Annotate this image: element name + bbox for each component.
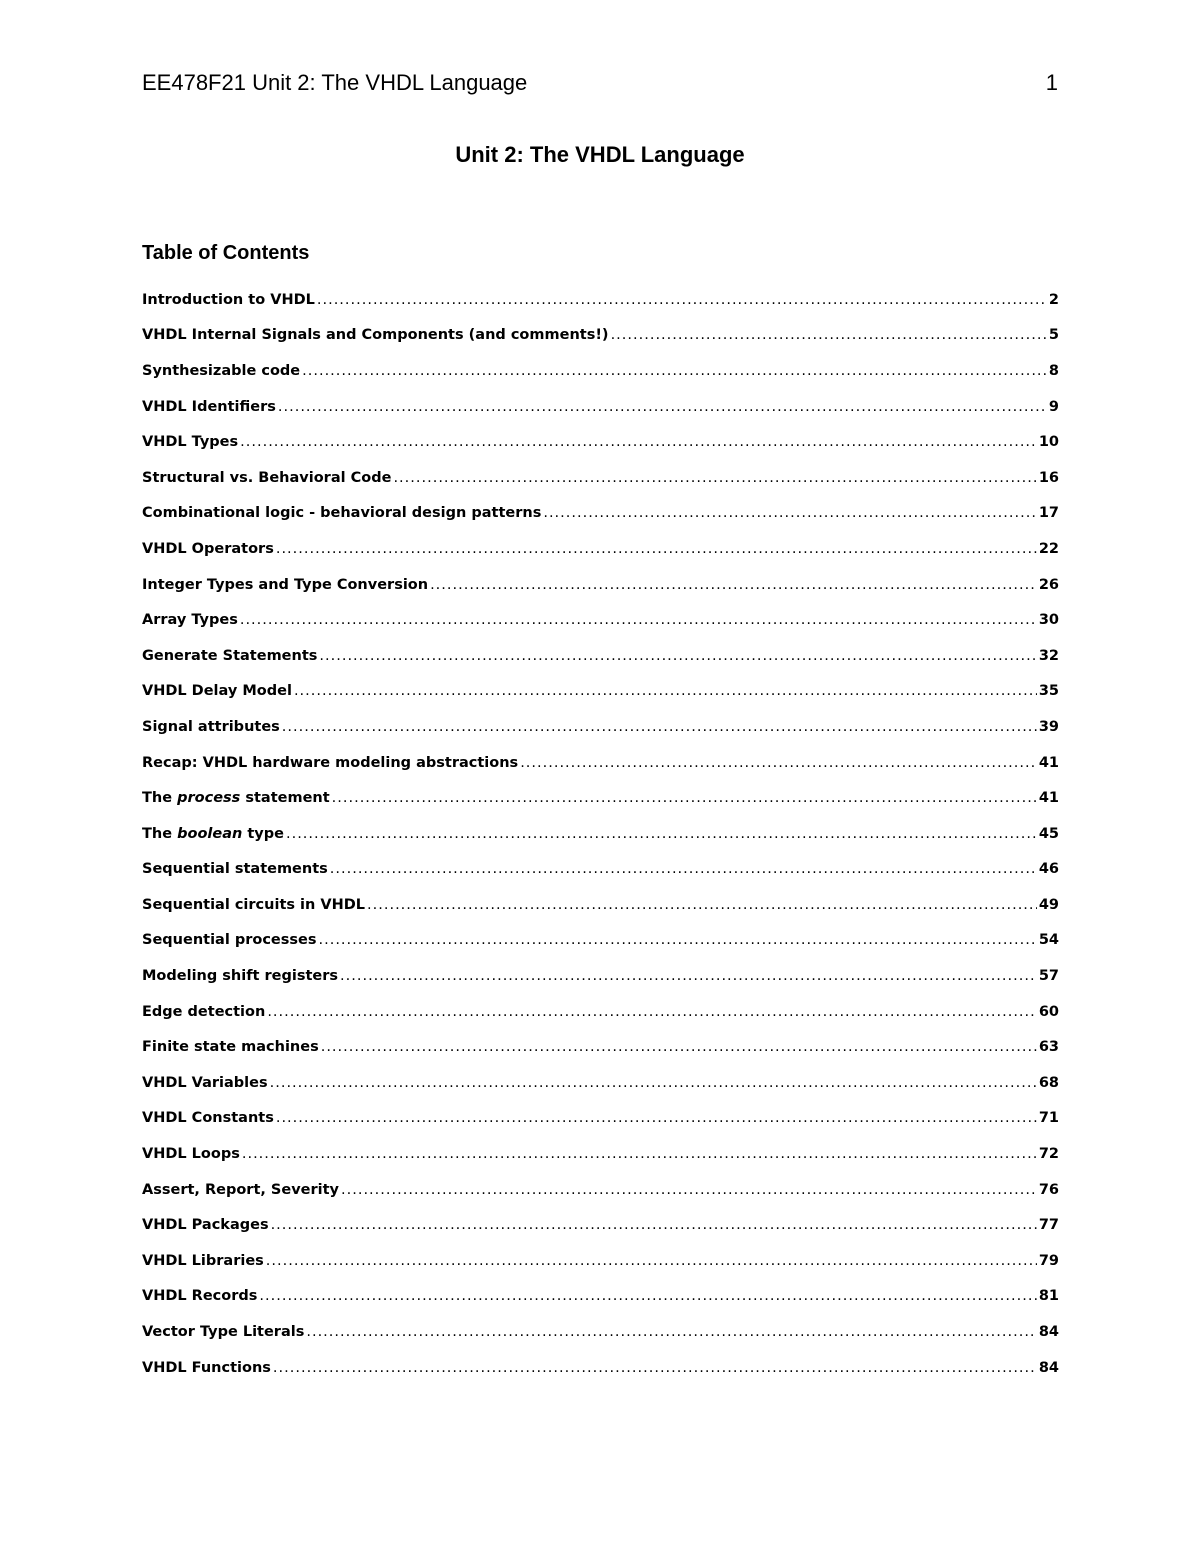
toc-entry-title: Sequential statements	[142, 861, 328, 878]
table-of-contents	[142, 282, 1059, 1385]
toc-leader-dots	[341, 1182, 1037, 1198]
toc-entry-page: 63	[1038, 1039, 1059, 1056]
toc-leader-dots	[306, 1324, 1036, 1340]
toc-entry-title: Vector Type Literals	[142, 1324, 305, 1341]
toc-entry-title: VHDL Variables	[142, 1074, 268, 1091]
toc-entry-title: VHDL Internal Signals and Components (and comments!)	[142, 327, 609, 344]
toc-entry-page: 26	[1038, 576, 1059, 593]
toc-entry-italic: boolean	[177, 825, 243, 842]
toc-entry-title: Combinational logic - behavioral design patterns	[142, 505, 542, 522]
toc-entry-title: VHDL Types	[142, 434, 239, 451]
toc-entry[interactable]	[142, 531, 1059, 567]
toc-entry-title: Recap: VHDL hardware modeling abstractions	[142, 754, 519, 771]
toc-leader-dots	[259, 1288, 1036, 1304]
toc-entry-title: Finite state machines	[142, 1039, 319, 1056]
toc-entry[interactable]	[142, 1279, 1059, 1315]
toc-leader-dots	[520, 755, 1037, 771]
toc-entry[interactable]	[142, 1136, 1059, 1172]
toc-entry-page: 77	[1038, 1217, 1059, 1234]
toc-leader-dots	[294, 683, 1037, 699]
toc-entry[interactable]	[142, 567, 1059, 603]
toc-leader-dots	[240, 434, 1037, 450]
toc-leader-dots	[332, 790, 1037, 806]
toc-entry-page: 9	[1048, 398, 1059, 415]
toc-leader-dots	[267, 1004, 1037, 1020]
toc-entry-page: 41	[1038, 754, 1059, 771]
toc-entry-page: 79	[1038, 1252, 1059, 1269]
toc-leader-dots	[319, 932, 1037, 948]
toc-entry-page: 16	[1038, 469, 1059, 486]
toc-entry-page: 2	[1048, 291, 1059, 308]
toc-entry[interactable]	[142, 923, 1059, 959]
toc-entry[interactable]	[142, 389, 1059, 425]
toc-entry-title: VHDL Loops	[142, 1146, 240, 1163]
toc-leader-dots	[270, 1075, 1037, 1091]
toc-entry[interactable]	[142, 674, 1059, 710]
toc-leader-dots	[276, 541, 1037, 557]
toc-entry[interactable]	[142, 1207, 1059, 1243]
toc-entry-title: Sequential processes	[142, 932, 317, 949]
toc-leader-dots	[321, 1039, 1037, 1055]
toc-entry[interactable]	[142, 1029, 1059, 1065]
toc-leader-dots	[302, 363, 1047, 379]
toc-entry[interactable]	[142, 460, 1059, 496]
toc-entry-title: Generate Statements	[142, 647, 318, 664]
toc-entry-title: Structural vs. Behavioral Code	[142, 469, 392, 486]
toc-entry-title: The process statement	[142, 790, 330, 807]
toc-entry[interactable]	[142, 994, 1059, 1030]
toc-leader-dots	[393, 470, 1036, 486]
toc-entry-page: 72	[1038, 1146, 1059, 1163]
toc-entry-page: 35	[1038, 683, 1059, 700]
toc-leader-dots	[242, 1146, 1037, 1162]
toc-leader-dots	[266, 1253, 1037, 1269]
toc-entry[interactable]	[142, 1065, 1059, 1101]
toc-entry-page: 46	[1038, 861, 1059, 878]
toc-leader-dots	[271, 1217, 1037, 1233]
toc-entry-page: 45	[1038, 825, 1059, 842]
toc-heading: Table of Contents	[142, 242, 310, 264]
toc-entry-title: Array Types	[142, 612, 238, 629]
toc-leader-dots	[340, 968, 1037, 984]
toc-leader-dots	[282, 719, 1037, 735]
toc-entry-title: Introduction to VHDL	[142, 291, 315, 308]
toc-entry[interactable]	[142, 1350, 1059, 1386]
toc-entry[interactable]	[142, 852, 1059, 888]
toc-leader-dots	[278, 399, 1047, 415]
toc-entry-page: 5	[1048, 327, 1059, 344]
toc-entry[interactable]	[142, 602, 1059, 638]
toc-entry[interactable]	[142, 282, 1059, 318]
toc-entry-page: 10	[1038, 434, 1059, 451]
toc-entry-page: 60	[1038, 1003, 1059, 1020]
toc-entry-title: VHDL Identifiers	[142, 398, 276, 415]
toc-entry-title: The boolean type	[142, 825, 284, 842]
toc-entry-title: Signal attributes	[142, 718, 280, 735]
toc-entry-title: VHDL Functions	[142, 1359, 271, 1376]
toc-entry-page: 68	[1038, 1074, 1059, 1091]
toc-entry-page: 71	[1038, 1110, 1059, 1127]
page-header	[142, 70, 1058, 96]
toc-entry[interactable]	[142, 1314, 1059, 1350]
toc-entry[interactable]	[142, 1172, 1059, 1208]
toc-entry[interactable]	[142, 816, 1059, 852]
toc-entry-page: 54	[1038, 932, 1059, 949]
toc-entry-title: VHDL Libraries	[142, 1252, 264, 1269]
toc-entry-page: 32	[1038, 647, 1059, 664]
toc-leader-dots	[367, 897, 1037, 913]
toc-entry[interactable]	[142, 780, 1059, 816]
toc-entry[interactable]	[142, 1243, 1059, 1279]
toc-entry-title: Edge detection	[142, 1003, 266, 1020]
toc-leader-dots	[273, 1360, 1037, 1376]
toc-entry-title: Integer Types and Type Conversion	[142, 576, 429, 593]
toc-leader-dots	[611, 327, 1047, 343]
toc-entry[interactable]	[142, 745, 1059, 781]
toc-entry-title: Modeling shift registers	[142, 968, 339, 985]
toc-leader-dots	[319, 648, 1036, 664]
toc-entry-page: 84	[1038, 1324, 1059, 1341]
toc-entry[interactable]	[142, 958, 1059, 994]
toc-entry[interactable]	[142, 496, 1059, 532]
toc-entry[interactable]	[142, 709, 1059, 745]
toc-entry-title: VHDL Operators	[142, 540, 274, 557]
toc-entry-page: 30	[1038, 612, 1059, 629]
toc-entry[interactable]	[142, 1101, 1059, 1137]
toc-entry-title: VHDL Packages	[142, 1217, 269, 1234]
toc-entry-page: 8	[1048, 362, 1059, 379]
toc-entry-page: 81	[1038, 1288, 1059, 1305]
header-page-number: 1	[1045, 70, 1058, 95]
toc-entry-page: 57	[1038, 968, 1059, 985]
toc-leader-dots	[286, 826, 1037, 842]
toc-leader-dots	[317, 292, 1047, 308]
toc-entry-title: VHDL Delay Model	[142, 683, 292, 700]
toc-entry-italic: process	[177, 790, 241, 807]
document-title: Unit 2: The VHDL Language	[455, 142, 745, 167]
toc-leader-dots	[240, 612, 1037, 628]
toc-entry-page: 84	[1038, 1359, 1059, 1376]
toc-entry-title: Sequential circuits in VHDL	[142, 896, 366, 913]
toc-entry-page: 17	[1038, 505, 1059, 522]
toc-entry-title: VHDL Records	[142, 1288, 258, 1305]
toc-entry[interactable]	[142, 424, 1059, 460]
toc-entry-title: VHDL Constants	[142, 1110, 274, 1127]
toc-entry-page: 22	[1038, 540, 1059, 557]
header-title: EE478F21 Unit 2: The VHDL Language	[142, 70, 528, 95]
toc-entry[interactable]	[142, 353, 1059, 389]
toc-entry[interactable]	[142, 887, 1059, 923]
toc-entry-page: 76	[1038, 1181, 1059, 1198]
toc-entry[interactable]	[142, 318, 1059, 354]
toc-entry-title: Assert, Report, Severity	[142, 1181, 340, 1198]
toc-entry-page: 49	[1038, 896, 1059, 913]
toc-leader-dots	[330, 861, 1037, 877]
toc-leader-dots	[276, 1110, 1037, 1126]
toc-entry[interactable]	[142, 638, 1059, 674]
toc-entry-page: 41	[1038, 790, 1059, 807]
toc-leader-dots	[430, 577, 1037, 593]
toc-entry-title: Synthesizable code	[142, 362, 301, 379]
toc-entry-page: 39	[1038, 718, 1059, 735]
toc-leader-dots	[543, 505, 1036, 521]
